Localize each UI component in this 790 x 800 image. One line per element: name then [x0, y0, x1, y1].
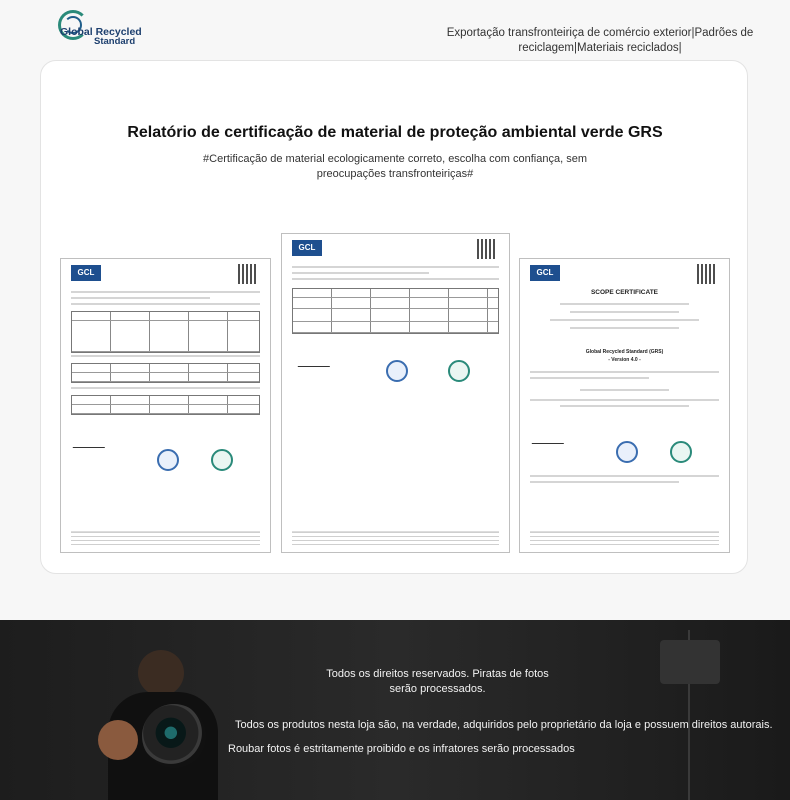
- seal-icon: [616, 441, 638, 463]
- products-table: [292, 288, 499, 334]
- grs-logo[interactable]: [56, 10, 148, 48]
- signature: [298, 354, 335, 367]
- subcontractor-table: [71, 363, 260, 383]
- text-line: [71, 291, 260, 293]
- certificate-footer: [292, 531, 499, 546]
- footer-ownership-notice: Todos os produtos nesta loja são, na verdade, adquiridos pelo proprietário da loja e possuem direitos autorais.: [235, 719, 773, 731]
- footer-copyright: Todos os direitos reservados. Piratas de fotos serão processados.: [326, 668, 549, 695]
- seal-icon: [157, 449, 179, 471]
- certificate-image-1[interactable]: [60, 258, 271, 553]
- gcl-logo: GCL: [292, 240, 322, 256]
- grs-logo-icon: [670, 441, 692, 463]
- photographer-head: [138, 650, 184, 696]
- text-line: [71, 355, 260, 357]
- gcl-logo: GCL: [71, 265, 101, 281]
- page-title: Relatório de certificação de material de proteção ambiental verde GRS: [127, 124, 663, 141]
- camera-lens-icon: [142, 704, 206, 768]
- signature: [532, 431, 569, 444]
- qr-code-icon: [238, 264, 258, 284]
- text-line: [292, 266, 499, 268]
- grs-logo-icon: [448, 360, 470, 382]
- text-line: [550, 319, 699, 321]
- photographer-image: [98, 650, 218, 800]
- text-line: [530, 475, 719, 477]
- standard-name: Global Recycled Standard (GRS): [585, 349, 664, 355]
- certified-subcontractor-table: [71, 395, 260, 415]
- text-line: [71, 297, 210, 299]
- text-line: [71, 387, 260, 389]
- top-navigation: [425, 26, 775, 56]
- footer-piracy-warning: Roubar fotos é estritamente proibido e os infratores serão processados: [228, 743, 575, 755]
- certificate-image-2[interactable]: [281, 233, 510, 553]
- logo-text-line2: Standard: [94, 36, 136, 47]
- text-line: [530, 377, 649, 379]
- standard-version: - Version 4.0 -: [608, 357, 641, 363]
- qr-code-icon: [697, 264, 717, 284]
- seal-icon: [386, 360, 408, 382]
- text-line: [570, 327, 679, 329]
- nav-link-materiais[interactable]: Materiais reciclados|: [576, 42, 682, 54]
- studio-light: [660, 640, 720, 684]
- nav-link-exportacao[interactable]: Exportação transfronteiriça de comércio exterior|: [446, 27, 695, 39]
- text-line: [292, 272, 429, 274]
- text-line: [560, 405, 689, 407]
- grs-logo-icon: [211, 449, 233, 471]
- text-line: [570, 311, 679, 313]
- certificate-footer: [530, 531, 719, 546]
- text-line: [530, 481, 679, 483]
- facility-table: [71, 311, 260, 353]
- text-line: [530, 399, 719, 401]
- qr-code-icon: [477, 239, 497, 259]
- certificate-footer: [71, 531, 260, 546]
- site-footer: [0, 620, 790, 800]
- text-line: [580, 389, 669, 391]
- nav-link-padroes[interactable]: Padrões de reciclagem|: [518, 27, 754, 54]
- text-line: [71, 303, 260, 305]
- signature: [73, 435, 110, 448]
- text-line: [560, 303, 689, 305]
- certificate-heading: SCOPE CERTIFICATE: [590, 289, 659, 296]
- text-line: [530, 371, 719, 373]
- gcl-logo: GCL: [530, 265, 560, 281]
- text-line: [292, 278, 499, 280]
- page-subtitle: #Certificação de material ecologicamente correto, escolha com confiança, sem preocupações transfronteiriças#: [203, 153, 587, 180]
- photographer-hand: [98, 720, 138, 760]
- logo-text-line1: Global Recycled: [60, 26, 142, 38]
- certificate-image-3[interactable]: [519, 258, 730, 553]
